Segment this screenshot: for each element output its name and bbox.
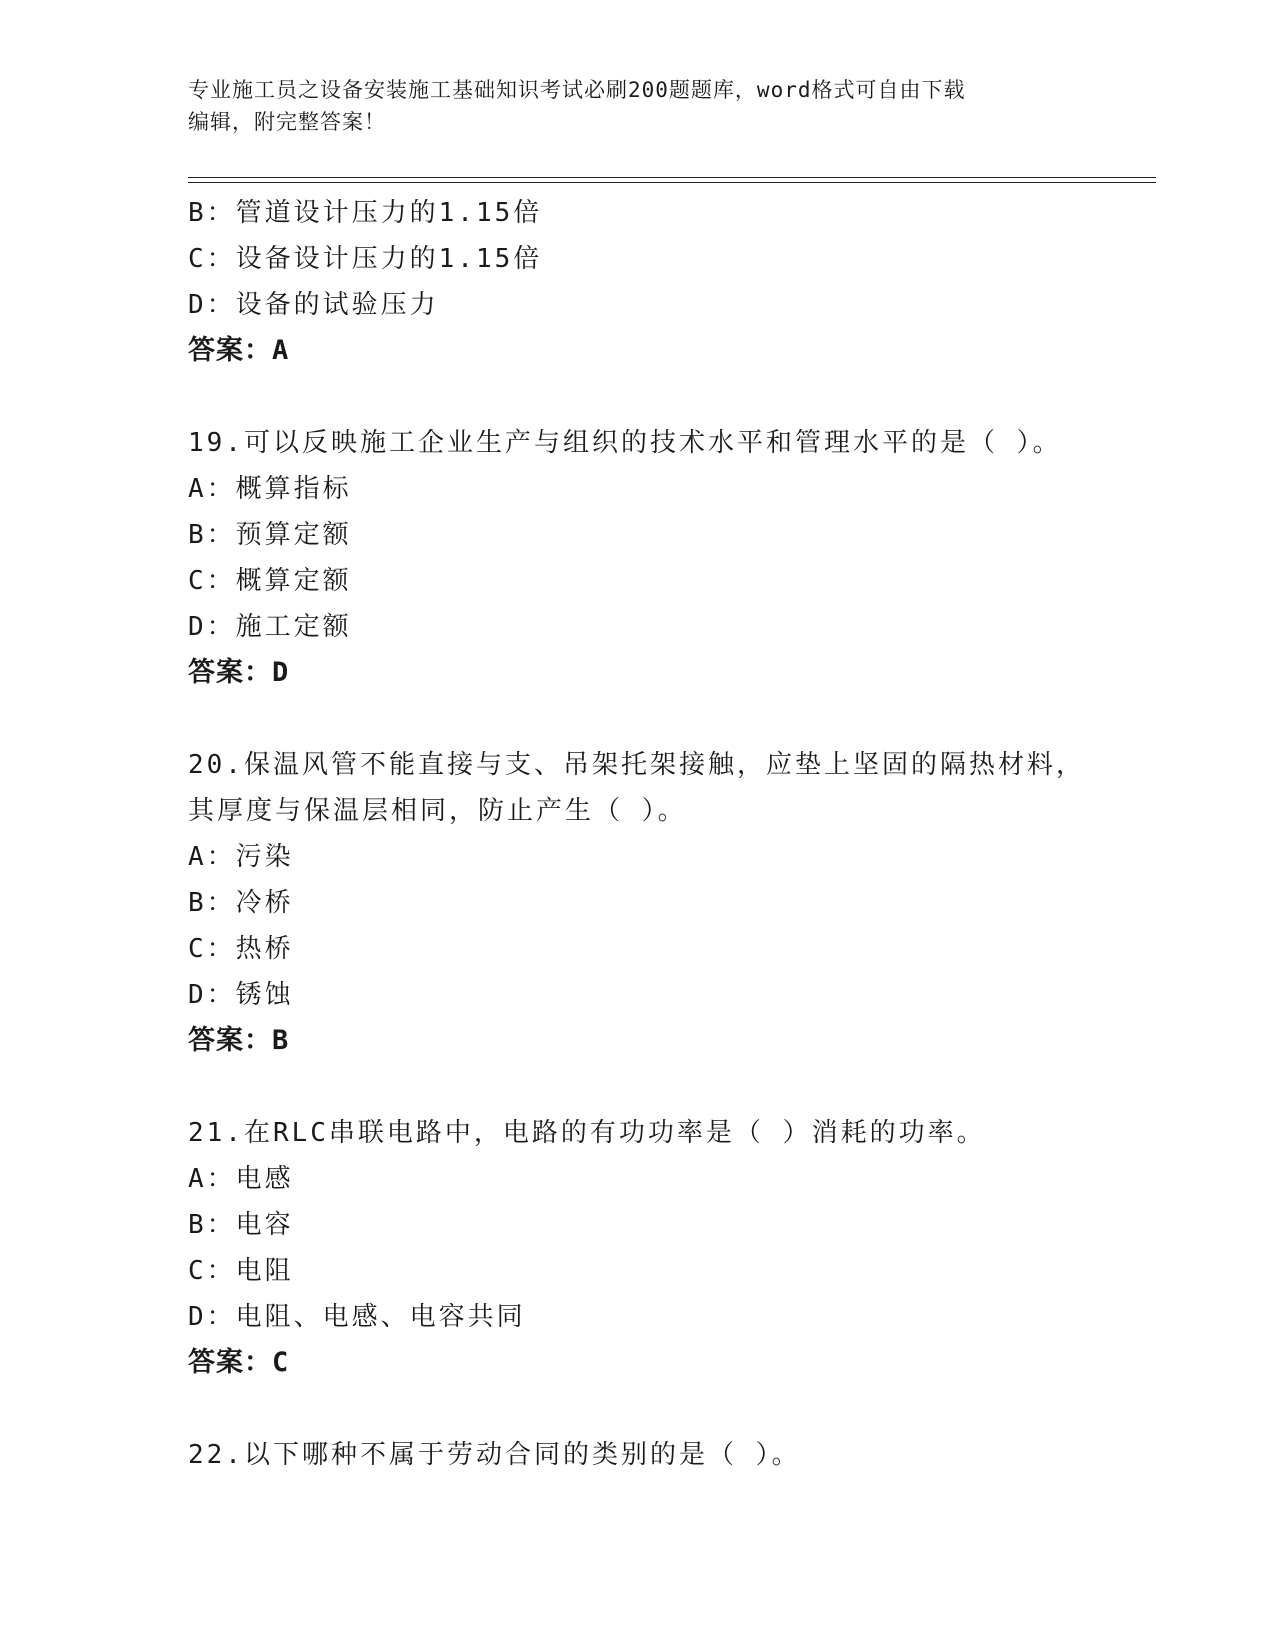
question-text: 19.可以反映施工企业生产与组织的技术水平和管理水平的是（ ）。 — [188, 428, 1062, 458]
option-a: A：电感 — [188, 1164, 294, 1194]
option-b: B：电容 — [188, 1210, 294, 1240]
option-c: C：热桥 — [188, 934, 294, 964]
option-c: C：设备设计压力的1.15倍 — [188, 244, 543, 274]
option-b: B：预算定额 — [188, 520, 352, 550]
question-text-line-1: 20.保温风管不能直接与支、吊架托架接触，应垫上坚固的隔热材料， — [188, 750, 1085, 780]
option-d: D：设备的试验压力 — [188, 290, 439, 320]
answer-text: 答案：A — [188, 335, 290, 366]
header-title-line-2: 编辑，附完整答案！ — [188, 110, 386, 134]
option-a: A：概算指标 — [188, 474, 352, 504]
question-block-21 — [188, 1110, 1138, 1386]
answer-text: 答案：B — [188, 1025, 290, 1056]
question-text: 21.在RLC串联电路中，电路的有功功率是（ ）消耗的功率。 — [188, 1118, 986, 1148]
option-c: C：概算定额 — [188, 566, 352, 596]
question-text: 22.以下哪种不属于劳动合同的类别的是（ ）。 — [188, 1440, 801, 1470]
option-d: D：锈蚀 — [188, 980, 294, 1010]
question-list — [188, 190, 1138, 1478]
header-divider-bottom — [188, 182, 1156, 183]
document-header — [188, 74, 1088, 138]
option-d: D：电阻、电感、电容共同 — [188, 1302, 526, 1332]
question-block-22 — [188, 1432, 1138, 1478]
answer-text: 答案：D — [188, 657, 290, 688]
option-c: C：电阻 — [188, 1256, 294, 1286]
header-title-line-1: 专业施工员之设备安装施工基础知识考试必刷200题题库，word格式可自由下载 — [188, 78, 966, 102]
answer-text: 答案：C — [188, 1347, 290, 1378]
option-a: A：污染 — [188, 842, 294, 872]
option-b: B：管道设计压力的1.15倍 — [188, 198, 543, 228]
header-divider-top — [188, 177, 1156, 178]
question-block-18 — [188, 190, 1138, 374]
option-d: D：施工定额 — [188, 612, 352, 642]
question-text-line-2: 其厚度与保温层相同，防止产生（ ）。 — [188, 796, 687, 826]
option-b: B：冷桥 — [188, 888, 294, 918]
question-block-20 — [188, 742, 1138, 1064]
question-block-19 — [188, 420, 1138, 696]
